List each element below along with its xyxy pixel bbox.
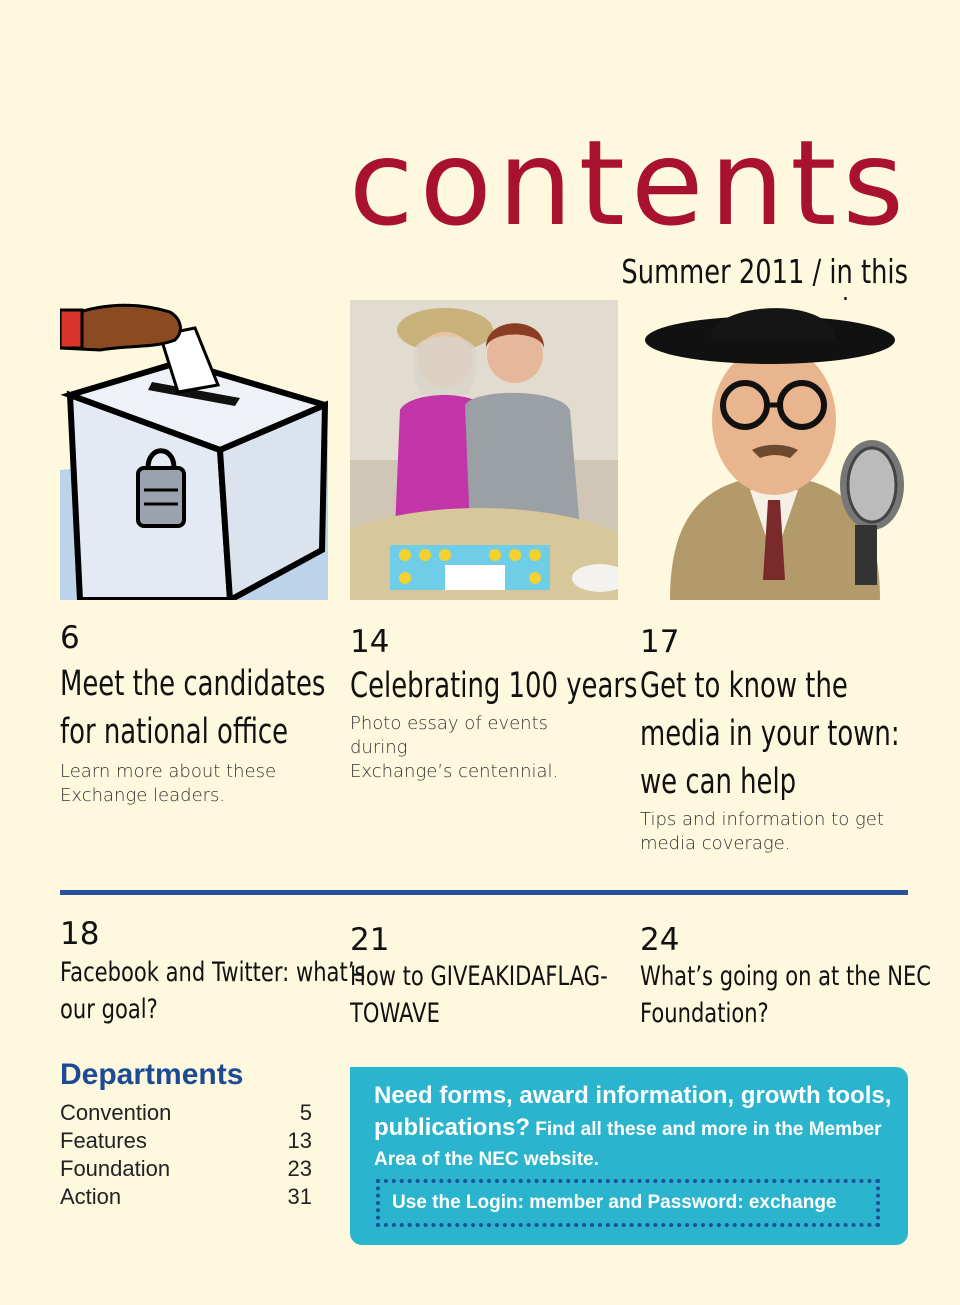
department-name: Convention [60, 1100, 172, 1125]
headline-line: Meet the candidates [60, 664, 326, 704]
headline-line: Celebrating 100 years [350, 666, 638, 706]
headline-line: for national office [60, 712, 289, 752]
centennial-photo [350, 300, 618, 600]
callout-lead: Need forms, award information, growth tools, publications? [374, 1082, 892, 1141]
department-name: Foundation [60, 1156, 171, 1181]
feature-page-number: 6 [60, 620, 80, 656]
ballot-box-illustration [60, 300, 328, 600]
item-headline[interactable] [350, 958, 608, 1032]
reporter-photo [640, 300, 908, 600]
description-line: Exchange’s centennial. [350, 761, 559, 782]
page-title: contents [348, 114, 910, 252]
headline-line: Foundation? [640, 998, 769, 1029]
feature-page-number: 14 [350, 624, 390, 660]
department-page: 23 [287, 1156, 312, 1181]
department-row[interactable] [60, 1184, 312, 1210]
member-area-callout [350, 1067, 908, 1245]
department-name: Features [60, 1128, 147, 1153]
department-page: 5 [299, 1100, 312, 1125]
feature-headline[interactable] [350, 662, 638, 710]
login-info-box [376, 1179, 880, 1227]
feature-description [640, 808, 908, 856]
login-text: Use the Login: member and Password: exchange [392, 1192, 837, 1213]
department-name: Action [60, 1184, 122, 1209]
headline-line: media in your town: [640, 714, 900, 754]
callout-body: Find all these and more in the Member Area of the NEC website. [374, 1119, 882, 1170]
description-line: Exchange leaders. [60, 785, 226, 806]
headline-line: How to GIVEAKIDAFLAG- [350, 961, 608, 992]
description-line: Tips and information to get [640, 809, 884, 830]
departments-heading: Departments [60, 1058, 244, 1091]
department-page: 13 [287, 1128, 312, 1153]
callout-text [374, 1081, 894, 1175]
description-line: Learn more about these [60, 761, 277, 782]
issue-subtitle: Summer 2011 / in this [621, 252, 908, 291]
feature-headline[interactable] [640, 662, 900, 806]
headline-line: our goal? [60, 994, 158, 1025]
headline-line: we can help [640, 762, 797, 802]
feature-headline[interactable] [60, 660, 325, 756]
department-page: 31 [287, 1184, 312, 1209]
department-row[interactable] [60, 1128, 312, 1154]
section-divider [60, 890, 908, 895]
headline-line: What’s going on at the NEC [640, 961, 932, 992]
description-line: media coverage. [640, 833, 791, 854]
description-line: Photo essay of events during [350, 713, 549, 758]
department-row[interactable] [60, 1100, 312, 1126]
item-page-number: 18 [60, 916, 100, 952]
department-row[interactable] [60, 1156, 312, 1182]
item-headline[interactable] [60, 954, 365, 1028]
headline-line: Facebook and Twitter: what’s [60, 957, 366, 988]
feature-description [60, 760, 320, 808]
feature-page-number: 17 [640, 624, 680, 660]
headline-line: TOWAVE [350, 998, 440, 1029]
item-headline[interactable] [640, 958, 931, 1032]
item-page-number: 24 [640, 922, 680, 958]
item-page-number: 21 [350, 922, 390, 958]
headline-line: Get to know the [640, 666, 848, 706]
feature-description [350, 712, 610, 784]
